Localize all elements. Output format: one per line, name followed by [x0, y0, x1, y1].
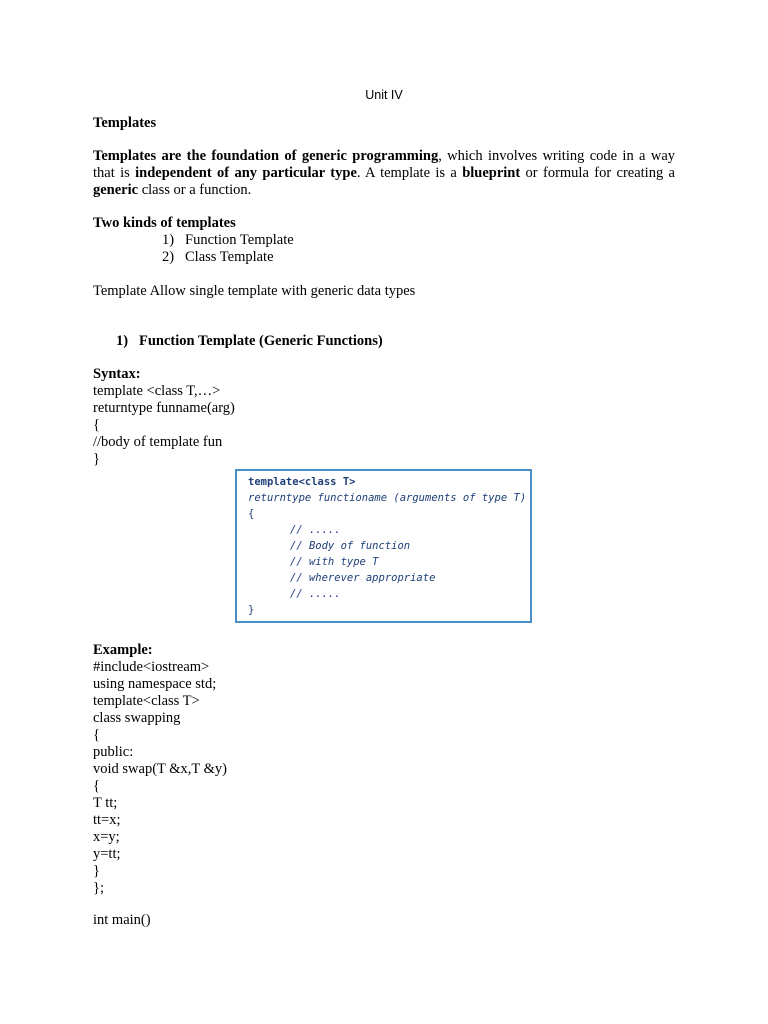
example-line: #include<iostream>: [93, 659, 210, 675]
figure-line: template<class T>: [248, 476, 356, 488]
page-header: Unit IV: [365, 88, 403, 102]
example-line: tt=x;: [93, 812, 121, 828]
syntax-line: //body of template fun: [93, 434, 223, 450]
intro-text-1: , which involves writing code in a way that is: [93, 148, 676, 181]
subsection-heading: [116, 333, 383, 350]
intro-bold-1: Templates are the foundation of generic programming: [93, 148, 439, 164]
list-item-label: Class Template: [185, 249, 274, 265]
example-line: }: [93, 863, 100, 879]
example-line: using namespace std;: [93, 676, 217, 692]
figure-line: {: [248, 508, 255, 520]
syntax-line: returntype funname(arg): [93, 400, 235, 416]
section-title: Templates: [93, 115, 157, 131]
example-line: x=y;: [93, 829, 120, 845]
note-text: Template Allow single template with generic data types: [93, 283, 416, 299]
figure-line: // .....: [290, 588, 341, 600]
subsection-number: 1): [116, 333, 129, 349]
figure-line: }: [248, 604, 255, 616]
figure-line: // .....: [290, 524, 341, 536]
example-line: public:: [93, 744, 134, 760]
intro-text-4: class or a function.: [138, 182, 252, 198]
list-item-number: 2): [162, 249, 175, 265]
figure-line: // wherever appropriate: [290, 572, 436, 584]
list-item: [162, 232, 294, 249]
figure-line: // with type T: [290, 556, 379, 568]
kinds-heading: Two kinds of templates: [93, 215, 236, 231]
syntax-line: }: [93, 451, 100, 467]
intro-bold-3: blueprint: [462, 165, 521, 181]
figure-line: // Body of function: [290, 540, 411, 552]
intro-bold-4: generic: [93, 182, 139, 198]
intro-bold-2: independent of any particular type: [135, 165, 357, 181]
example-line: int main(): [93, 912, 151, 928]
example-line: void swap(T &x,T &y): [93, 761, 227, 777]
example-line: y=tt;: [93, 846, 121, 862]
subsection-title: Function Template (Generic Functions): [139, 333, 383, 349]
example-line: template<class T>: [93, 693, 200, 709]
template-syntax-figure: [235, 469, 532, 623]
figure-line: returntype functioname (arguments of type T): [248, 492, 527, 504]
list-item-number: 1): [162, 232, 175, 248]
intro-text-2: . A template is a: [356, 165, 463, 181]
example-line: class swapping: [93, 710, 181, 726]
intro-text-3: or formula for creating a: [520, 165, 675, 181]
intro-paragraph: [93, 148, 675, 199]
example-line: {: [93, 778, 100, 794]
example-line: };: [93, 880, 104, 896]
list-item-label: Function Template: [185, 232, 294, 248]
syntax-line: {: [93, 417, 100, 433]
list-item: [162, 249, 274, 266]
syntax-heading: Syntax:: [93, 366, 141, 382]
example-line: T tt;: [93, 795, 118, 811]
example-heading: Example:: [93, 642, 153, 658]
example-line: {: [93, 727, 100, 743]
syntax-line: template <class T,…>: [93, 383, 221, 399]
